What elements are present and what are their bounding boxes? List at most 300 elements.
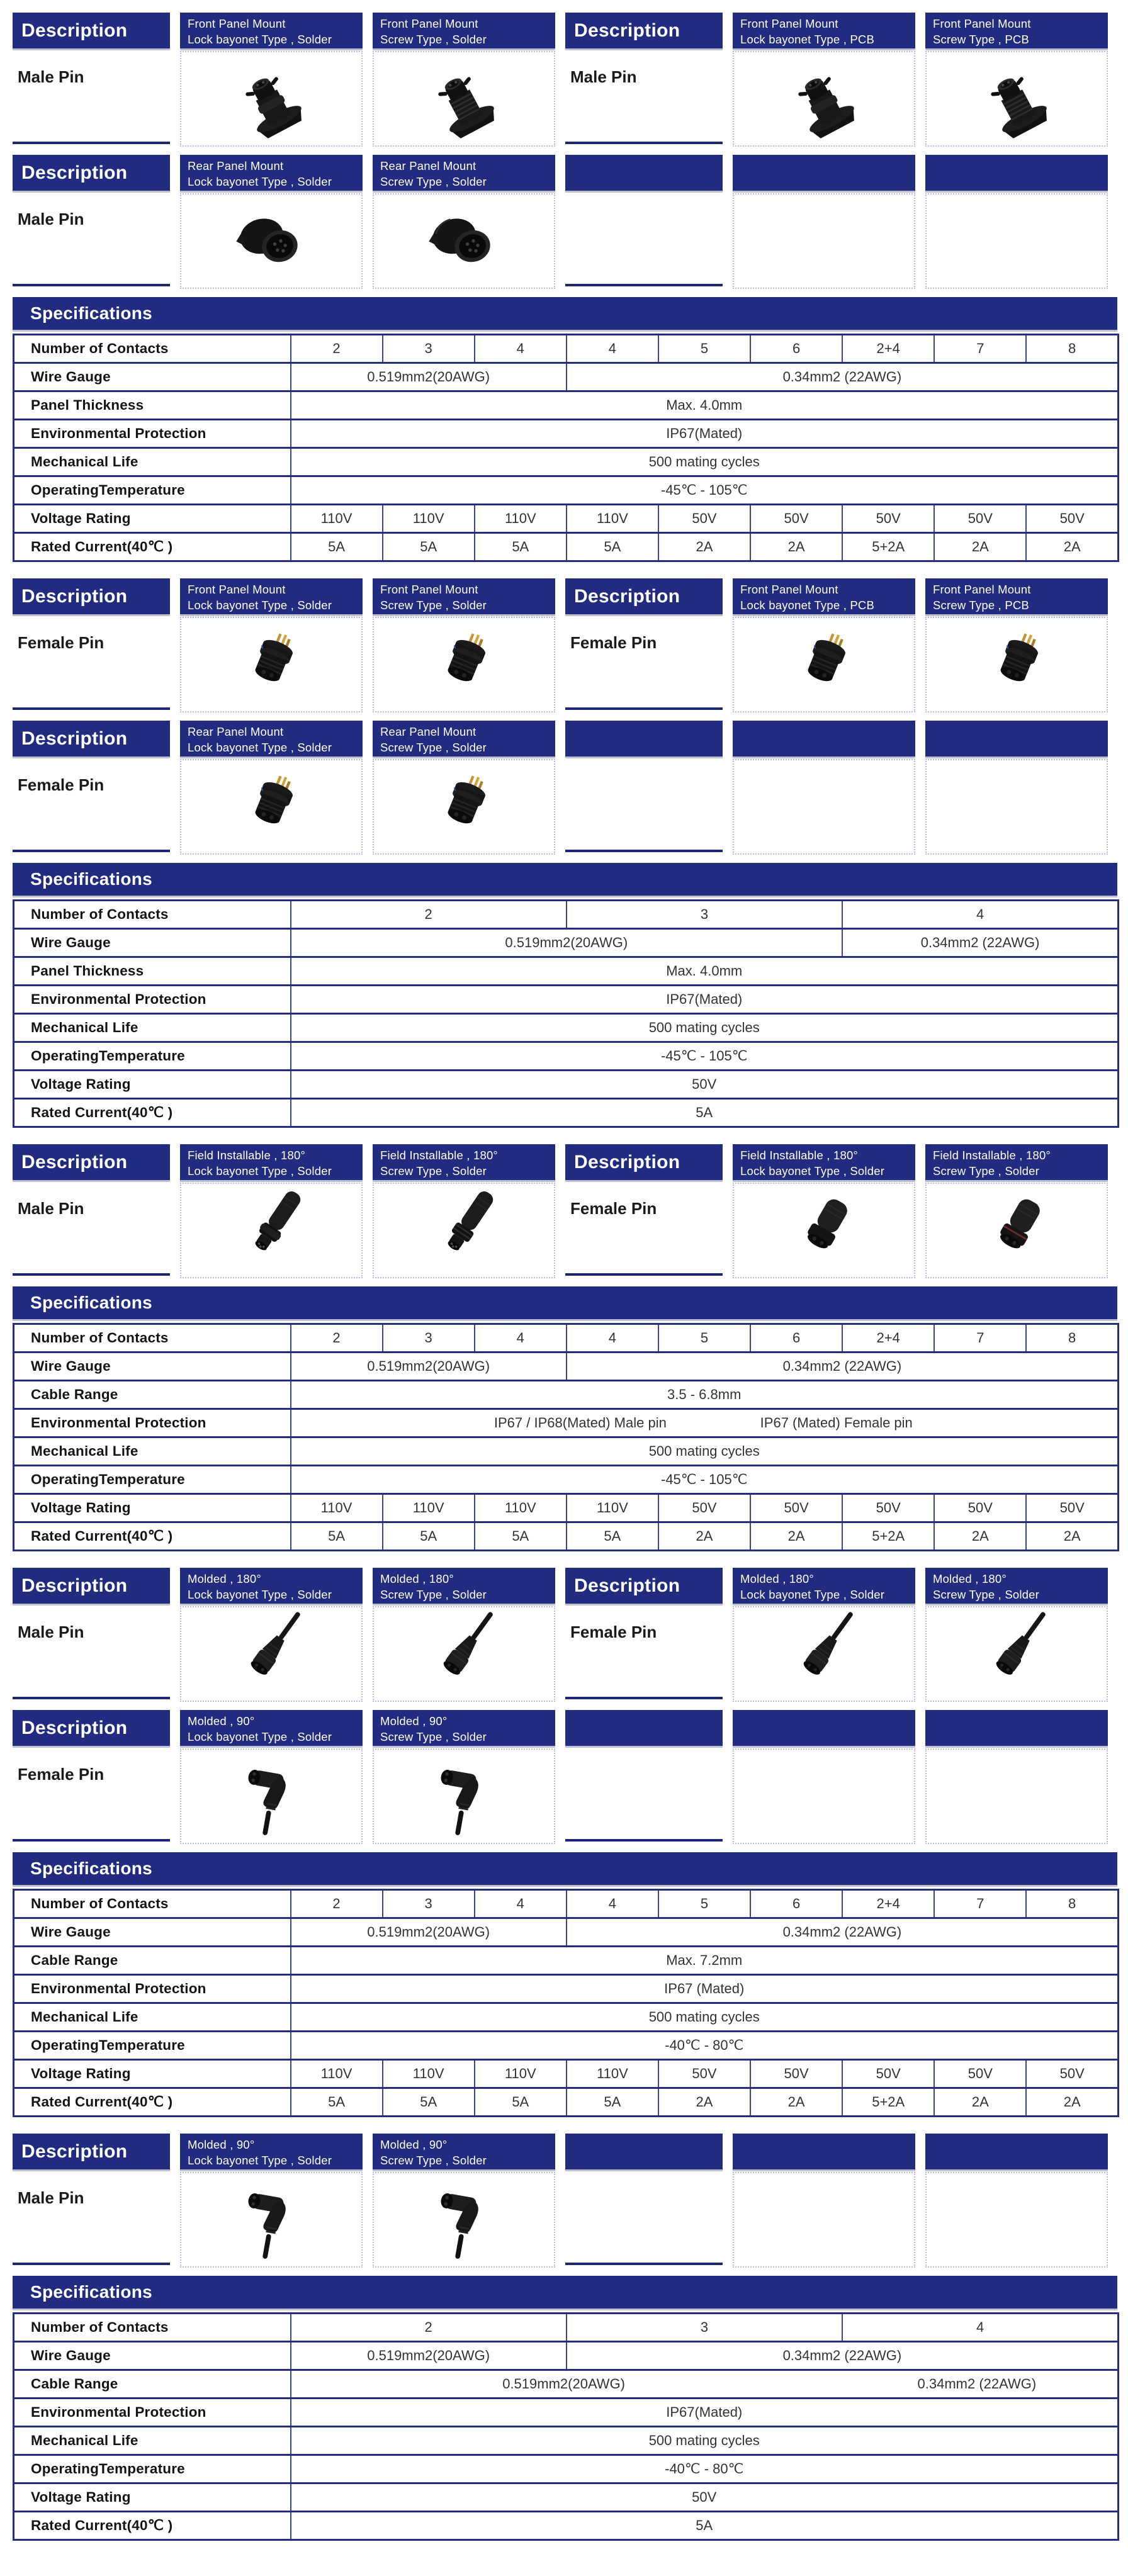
spec-value: 2A xyxy=(658,2088,750,2117)
description-title: Description xyxy=(21,585,128,607)
spec-value: 110V xyxy=(475,2060,567,2088)
empty-image-box xyxy=(925,193,1108,289)
description-header xyxy=(13,578,170,614)
empty-header-bar xyxy=(925,155,1108,191)
product-image-box xyxy=(733,1606,915,1702)
specifications-header xyxy=(13,297,1117,330)
pin-type-label: Male Pin xyxy=(18,67,84,86)
product-type-line2: Screw Type , Solder xyxy=(933,1164,1040,1178)
empty-header-bar xyxy=(925,721,1108,756)
spec-value: 110V xyxy=(291,1494,383,1522)
product-type-header xyxy=(925,1144,1108,1180)
empty-product-cell xyxy=(733,1710,915,1844)
spec-row xyxy=(14,2370,1119,2399)
pin-type-label: Female Pin xyxy=(18,633,104,652)
spec-row xyxy=(14,1890,1119,1918)
spec-value: 5+2A xyxy=(842,533,934,561)
description-cell xyxy=(13,1568,170,1702)
product-type-header xyxy=(180,1710,363,1746)
connector-image xyxy=(225,195,317,287)
description-cell xyxy=(13,1710,170,1844)
connector-image xyxy=(971,1608,1063,1700)
specifications-title: Specifications xyxy=(30,1293,153,1312)
empty-header-bar xyxy=(565,721,723,756)
description-row xyxy=(13,13,1117,147)
spec-value: -45℃ - 105℃ xyxy=(291,1466,1119,1494)
spec-value: 50V xyxy=(291,2483,1119,2512)
product-type-line1: Molded , 90° xyxy=(380,2138,448,2151)
spec-value: -40℃ - 80℃ xyxy=(291,2032,1119,2060)
spec-row-label: Wire Gauge xyxy=(14,363,291,391)
product-type-line1: Front Panel Mount xyxy=(188,583,286,596)
connector-image xyxy=(778,619,870,711)
spec-value: 5 xyxy=(658,1890,750,1918)
spec-row xyxy=(14,2455,1119,2483)
spec-value: 4 xyxy=(475,1324,567,1353)
product-cell xyxy=(925,1568,1108,1702)
product-type-line1: Front Panel Mount xyxy=(380,583,478,596)
spec-row-label: OperatingTemperature xyxy=(14,2032,291,2060)
spec-value: 500 mating cycles xyxy=(291,1014,1119,1042)
product-image-box xyxy=(925,51,1108,147)
product-type-header xyxy=(373,1144,555,1180)
product-type-line1: Field Installable , 180° xyxy=(740,1149,859,1162)
spec-value: 0.34mm2 (22AWG) xyxy=(567,1918,1119,1947)
spec-value: 110V xyxy=(567,1494,658,1522)
spec-row-label: Environmental Protection xyxy=(14,1409,291,1437)
spec-value: 50V xyxy=(842,2060,934,2088)
empty-description-cell xyxy=(565,1710,723,1844)
spec-row-label: Voltage Rating xyxy=(14,1494,291,1522)
spec-value: -45℃ - 105℃ xyxy=(291,476,1119,505)
pin-area xyxy=(13,2169,170,2265)
empty-description-cell xyxy=(565,155,723,289)
spec-value-text: IP67 / IP68(Mated) Male pin xyxy=(494,1415,667,1431)
specifications-header xyxy=(13,1286,1117,1319)
description-title: Description xyxy=(574,20,680,41)
spec-row xyxy=(14,2003,1119,2032)
product-type-header xyxy=(180,721,363,756)
product-type-header xyxy=(733,578,915,614)
empty-description-cell xyxy=(565,2134,723,2268)
spec-row xyxy=(14,986,1119,1014)
spec-value: 2A xyxy=(1026,1522,1118,1551)
product-cell xyxy=(373,1144,555,1278)
spec-value: 500 mating cycles xyxy=(291,448,1119,476)
description-header xyxy=(13,2134,170,2169)
spec-row-label: OperatingTemperature xyxy=(14,476,291,505)
spec-value: 4 xyxy=(842,2314,1118,2342)
spec-row xyxy=(14,1975,1119,2003)
spec-value: 6 xyxy=(750,1324,842,1353)
specifications-header xyxy=(13,2276,1117,2309)
spec-value: 2A xyxy=(934,2088,1026,2117)
product-type-header xyxy=(180,2134,363,2169)
product-cell xyxy=(373,721,555,855)
spec-value: 110V xyxy=(291,2060,383,2088)
spec-row-label: Environmental Protection xyxy=(14,986,291,1014)
spec-row-label: Mechanical Life xyxy=(14,2003,291,2032)
product-image-box xyxy=(180,1606,363,1702)
pin-type-label: Male Pin xyxy=(18,210,84,228)
product-type-line1: Molded , 90° xyxy=(188,1714,255,1728)
product-image-box xyxy=(733,617,915,712)
empty-product-cell xyxy=(925,721,1108,855)
spec-value: 50V xyxy=(658,1494,750,1522)
product-cell xyxy=(733,13,915,147)
description-cell xyxy=(13,721,170,855)
spec-row xyxy=(14,533,1119,561)
pin-type-label: Male Pin xyxy=(18,1623,84,1641)
description-title: Description xyxy=(21,1151,128,1173)
description-header xyxy=(13,1568,170,1604)
spec-row xyxy=(14,1409,1119,1437)
product-type-header xyxy=(180,578,363,614)
spec-row xyxy=(14,2399,1119,2427)
description-title: Description xyxy=(21,162,128,183)
product-type-line2: Screw Type , Solder xyxy=(380,1730,487,1743)
connector-image xyxy=(418,195,510,287)
description-header xyxy=(565,1144,723,1180)
empty-underline-area xyxy=(565,1746,723,1842)
description-row xyxy=(13,2134,1117,2268)
pin-type-label: Female Pin xyxy=(18,775,104,794)
pin-area xyxy=(565,1180,723,1276)
spec-row xyxy=(14,1324,1119,1353)
spec-value: 4 xyxy=(842,901,1118,929)
product-type-header xyxy=(180,13,363,48)
spec-value: 110V xyxy=(383,1494,475,1522)
spec-row xyxy=(14,391,1119,420)
spec-value: Max. 4.0mm xyxy=(291,391,1119,420)
spec-row-label: Environmental Protection xyxy=(14,2399,291,2427)
product-type-line1: Rear Panel Mount xyxy=(380,159,477,172)
spec-value: 5A xyxy=(383,533,475,561)
empty-header-bar xyxy=(565,2134,723,2169)
product-image-box xyxy=(373,617,555,712)
spec-value: 2A xyxy=(750,2088,842,2117)
product-type-line1: Front Panel Mount xyxy=(740,17,838,30)
spec-value: 5 xyxy=(658,335,750,363)
connector-image xyxy=(225,1608,317,1700)
product-type-header xyxy=(373,2134,555,2169)
spec-row-label: Wire Gauge xyxy=(14,1353,291,1381)
spec-row-label: Environmental Protection xyxy=(14,420,291,448)
empty-underline-area xyxy=(565,191,723,286)
description-title: Description xyxy=(21,728,128,749)
connector-image xyxy=(418,761,510,853)
spec-value: 500 mating cycles xyxy=(291,2003,1119,2032)
product-type-line1: Molded , 180° xyxy=(188,1572,261,1585)
product-type-line1: Molded , 180° xyxy=(933,1572,1007,1585)
spec-value xyxy=(291,2370,1119,2399)
description-header xyxy=(565,13,723,48)
product-cell xyxy=(180,155,363,289)
description-row xyxy=(13,1568,1117,1702)
connector-image xyxy=(418,619,510,711)
spec-value: 2A xyxy=(658,533,750,561)
spec-value: 8 xyxy=(1026,1890,1118,1918)
empty-product-cell xyxy=(733,155,915,289)
spec-value: 3 xyxy=(567,2314,842,2342)
spec-row-label: Rated Current(40℃ ) xyxy=(14,1099,291,1127)
empty-image-box xyxy=(733,1748,915,1844)
spec-value: 5A xyxy=(291,2088,383,2117)
product-type-line2: Lock bayonet Type , Solder xyxy=(188,174,332,188)
description-header xyxy=(13,13,170,48)
product-type-line1: Front Panel Mount xyxy=(933,583,1031,596)
spec-value: 0.519mm2(20AWG) xyxy=(291,1353,567,1381)
description-title: Description xyxy=(574,1151,680,1173)
spec-value: 50V xyxy=(1026,505,1118,533)
spec-value: 4 xyxy=(567,1324,658,1353)
spec-table xyxy=(13,899,1119,1128)
product-image-box xyxy=(180,193,363,289)
spec-value: 5A xyxy=(291,533,383,561)
product-cell xyxy=(733,1568,915,1702)
product-type-header xyxy=(180,1144,363,1180)
description-header xyxy=(13,721,170,756)
spec-row xyxy=(14,2427,1119,2455)
spec-value: 0.519mm2(20AWG) xyxy=(291,929,843,957)
empty-product-cell xyxy=(925,155,1108,289)
product-type-line1: Field Installable , 180° xyxy=(188,1149,306,1162)
spec-value: 110V xyxy=(475,505,567,533)
pin-area xyxy=(13,1746,170,1842)
spec-row-label: Voltage Rating xyxy=(14,1071,291,1099)
spec-row xyxy=(14,335,1119,363)
spec-row xyxy=(14,929,1119,957)
spec-value: 5A xyxy=(567,2088,658,2117)
spec-value: 50V xyxy=(1026,2060,1118,2088)
connector-image xyxy=(778,1184,870,1276)
spec-value: 0.34mm2 (22AWG) xyxy=(567,1353,1119,1381)
product-type-header xyxy=(925,13,1108,48)
spec-row-label: Rated Current(40℃ ) xyxy=(14,1522,291,1551)
specifications-section xyxy=(13,863,1117,1128)
product-type-line1: Molded , 180° xyxy=(380,1572,454,1585)
pin-type-label: Female Pin xyxy=(18,1765,104,1784)
description-cell xyxy=(13,13,170,147)
spec-value: 4 xyxy=(475,1890,567,1918)
spec-row-label: Number of Contacts xyxy=(14,335,291,363)
description-row xyxy=(13,578,1117,712)
product-type-line1: Front Panel Mount xyxy=(933,17,1031,30)
empty-underline-area xyxy=(565,2169,723,2265)
product-image-box xyxy=(373,2172,555,2268)
product-image-box xyxy=(925,1183,1108,1278)
product-type-line2: Screw Type , Solder xyxy=(380,598,487,612)
spec-row-label: Voltage Rating xyxy=(14,2060,291,2088)
empty-product-cell xyxy=(733,721,915,855)
pin-type-label: Female Pin xyxy=(570,633,657,652)
spec-value: Max. 4.0mm xyxy=(291,957,1119,986)
product-type-line2: Lock bayonet Type , Solder xyxy=(188,1164,332,1178)
spec-row xyxy=(14,363,1119,391)
product-type-line2: Lock bayonet Type , Solder xyxy=(740,1587,885,1601)
spec-value: 6 xyxy=(750,335,842,363)
connector-image xyxy=(225,2174,317,2266)
product-type-line2: Screw Type , Solder xyxy=(380,2153,487,2167)
product-type-header xyxy=(373,721,555,756)
pin-type-label: Female Pin xyxy=(570,1623,657,1641)
product-type-line2: Screw Type , PCB xyxy=(933,32,1029,46)
product-image-box xyxy=(925,617,1108,712)
spec-value: 0.34mm2 (22AWG) xyxy=(842,929,1118,957)
empty-image-box xyxy=(925,759,1108,855)
product-type-line2: Lock bayonet Type , Solder xyxy=(188,32,332,46)
spec-value-text: 0.519mm2(20AWG) xyxy=(502,2376,626,2392)
product-type-header xyxy=(373,578,555,614)
product-type-line2: Lock bayonet Type , Solder xyxy=(188,598,332,612)
connector-image xyxy=(778,53,870,145)
pin-type-label: Male Pin xyxy=(570,67,637,86)
connector-image xyxy=(418,1184,510,1276)
product-type-line1: Front Panel Mount xyxy=(380,17,478,30)
product-image-box xyxy=(373,1183,555,1278)
spec-value: 110V xyxy=(291,505,383,533)
spec-value: 50V xyxy=(934,2060,1026,2088)
spec-value: 110V xyxy=(475,1494,567,1522)
spec-value: 2A xyxy=(1026,2088,1118,2117)
spec-value: 2A xyxy=(750,533,842,561)
spec-value: 0.519mm2(20AWG) xyxy=(291,363,567,391)
description-header xyxy=(13,155,170,191)
spec-value: 2A xyxy=(750,1522,842,1551)
description-cell xyxy=(13,578,170,712)
product-image-box xyxy=(733,51,915,147)
product-cell xyxy=(733,578,915,712)
product-type-header xyxy=(733,13,915,48)
specifications-title: Specifications xyxy=(30,2282,153,2302)
spec-value: 2A xyxy=(1026,533,1118,561)
spec-value: 7 xyxy=(934,1890,1026,1918)
spec-row xyxy=(14,1437,1119,1466)
spec-row xyxy=(14,1522,1119,1551)
specifications-title: Specifications xyxy=(30,1859,153,1878)
product-cell xyxy=(925,1144,1108,1278)
product-type-line2: Screw Type , Solder xyxy=(380,1164,487,1178)
spec-row xyxy=(14,901,1119,929)
spec-row-label: OperatingTemperature xyxy=(14,1466,291,1494)
spec-value: 3 xyxy=(383,1890,475,1918)
spec-table xyxy=(13,2312,1119,2541)
empty-underline-area xyxy=(565,756,723,852)
specifications-title: Specifications xyxy=(30,869,153,889)
spec-value: 110V xyxy=(567,505,658,533)
spec-row xyxy=(14,448,1119,476)
spec-value: 50V xyxy=(750,1494,842,1522)
product-cell xyxy=(180,2134,363,2268)
spec-row-label: Panel Thickness xyxy=(14,391,291,420)
description-cell xyxy=(565,13,723,147)
description-header xyxy=(13,1710,170,1746)
product-type-line2: Lock bayonet Type , PCB xyxy=(740,32,875,46)
product-type-line2: Screw Type , Solder xyxy=(380,740,487,754)
pin-area xyxy=(13,1604,170,1699)
spec-value: 8 xyxy=(1026,1324,1118,1353)
spec-value: 50V xyxy=(291,1071,1119,1099)
product-type-line1: Molded , 90° xyxy=(380,1714,448,1728)
spec-row xyxy=(14,2483,1119,2512)
empty-product-cell xyxy=(925,2134,1108,2268)
empty-header-bar xyxy=(733,155,915,191)
spec-row-label: Rated Current(40℃ ) xyxy=(14,2088,291,2117)
specifications-section xyxy=(13,297,1117,562)
empty-image-box xyxy=(733,759,915,855)
spec-value: -40℃ - 80℃ xyxy=(291,2455,1119,2483)
product-image-box xyxy=(373,1606,555,1702)
spec-value: 5A xyxy=(291,2512,1119,2540)
spec-value: 50V xyxy=(658,2060,750,2088)
empty-header-bar xyxy=(733,721,915,756)
product-type-line2: Lock bayonet Type , Solder xyxy=(188,1587,332,1601)
spec-value: 3 xyxy=(383,335,475,363)
product-type-line1: Front Panel Mount xyxy=(188,17,286,30)
spec-value xyxy=(291,1409,1119,1437)
product-type-line2: Lock bayonet Type , Solder xyxy=(740,1164,885,1178)
pin-area xyxy=(13,756,170,852)
spec-value: 0.34mm2 (22AWG) xyxy=(567,2342,1119,2370)
spec-value: 4 xyxy=(567,335,658,363)
pin-area xyxy=(13,1180,170,1276)
product-type-line1: Rear Panel Mount xyxy=(188,159,284,172)
spec-value: IP67 (Mated) xyxy=(291,1975,1119,2003)
product-type-line1: Molded , 180° xyxy=(740,1572,814,1585)
spec-value: 5+2A xyxy=(842,1522,934,1551)
specifications-title: Specifications xyxy=(30,303,153,323)
spec-value: 5A xyxy=(475,1522,567,1551)
spec-value: 5A xyxy=(291,1099,1119,1127)
spec-value: 50V xyxy=(934,1494,1026,1522)
product-type-line2: Screw Type , Solder xyxy=(380,1587,487,1601)
spec-value: 2 xyxy=(291,335,383,363)
product-image-box xyxy=(373,1748,555,1844)
description-cell xyxy=(13,1144,170,1278)
product-type-header xyxy=(733,1568,915,1604)
connector-image xyxy=(418,2174,510,2266)
connector-image xyxy=(418,53,510,145)
spec-row-label: Panel Thickness xyxy=(14,957,291,986)
spec-row-label: Number of Contacts xyxy=(14,1324,291,1353)
spec-value: 2A xyxy=(934,533,1026,561)
spec-value: 2 xyxy=(291,901,567,929)
spec-row-label: Wire Gauge xyxy=(14,929,291,957)
spec-value: 2 xyxy=(291,2314,567,2342)
spec-value: 50V xyxy=(842,1494,934,1522)
spec-value: 0.34mm2 (22AWG) xyxy=(567,363,1119,391)
product-type-line2: Screw Type , Solder xyxy=(380,32,487,46)
spec-value: 50V xyxy=(842,505,934,533)
spec-value: 2 xyxy=(291,1890,383,1918)
spec-row-label: Mechanical Life xyxy=(14,448,291,476)
spec-value: 3 xyxy=(567,901,842,929)
spec-value: 3 xyxy=(383,1324,475,1353)
spec-row xyxy=(14,957,1119,986)
spec-row-label: Cable Range xyxy=(14,2370,291,2399)
spec-row xyxy=(14,1466,1119,1494)
spec-row xyxy=(14,1014,1119,1042)
product-cell xyxy=(373,1568,555,1702)
empty-header-bar xyxy=(925,2134,1108,2169)
spec-row-label: Environmental Protection xyxy=(14,1975,291,2003)
product-image-box xyxy=(180,759,363,855)
product-type-header xyxy=(925,578,1108,614)
product-type-line2: Lock bayonet Type , PCB xyxy=(740,598,875,612)
connector-image xyxy=(418,1608,510,1700)
product-type-header xyxy=(180,155,363,191)
specifications-header xyxy=(13,863,1117,896)
